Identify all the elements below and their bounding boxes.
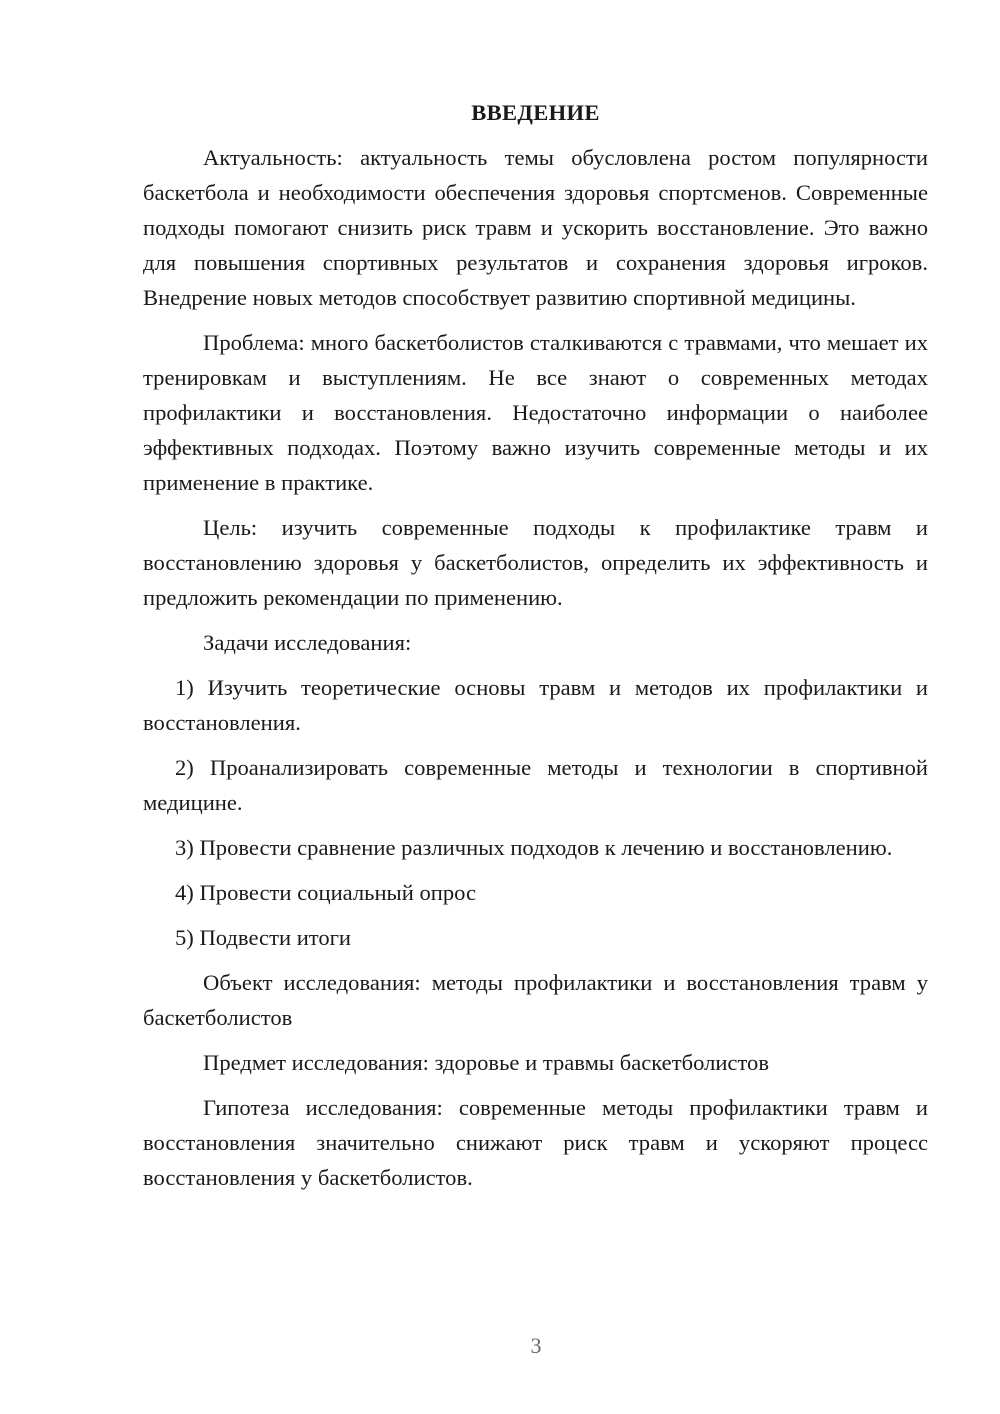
research-subject-paragraph: Предмет исследования: здоровье и травмы баскетболистов — [203, 1050, 770, 1075]
relevance-paragraph: Актуальность: актуальность темы обусловлена ростом популярности баскетбола и необходимости обеспечения здоровья спортсменов. Современные подходы помогают снизить риск травм и ускорить восстановление. Это важно для повышения спортивных результатов и сохранения здоровья игроков. Внедрение новых методов способствует развитию спортивной медицины. — [143, 145, 928, 310]
problem-paragraph: Проблема: много баскетболистов сталкиваются с травмами, что мешает их тренировкам и выступлениям. Не все знают о современных методах профилактики и восстановления. Недостаточно информации о наиболее эффективных подходах. Поэтому важно изучить современные методы и их применение в практике. — [143, 330, 928, 495]
page-content — [143, 95, 928, 1205]
page-number: 3 — [530, 1333, 542, 1358]
section-title: ВВЕДЕНИЕ — [471, 100, 600, 125]
task-item-1: 1) Изучить теоретические основы травм и методов их профилактики и восстановления. — [143, 675, 928, 735]
research-object-paragraph: Объект исследования: методы профилактики и восстановления травм у баскетболистов — [143, 970, 928, 1030]
task-item-5: 5) Подвести итоги — [175, 925, 352, 950]
tasks-heading: Задачи исследования: — [203, 630, 412, 655]
task-item-3: 3) Провести сравнение различных подходов к лечению и восстановлению. — [175, 835, 893, 860]
goal-paragraph: Цель: изучить современные подходы к профилактике травм и восстановлению здоровья у баскетболистов, определить их эффективность и предложить рекомендации по применению. — [143, 515, 928, 610]
hypothesis-paragraph: Гипотеза исследования: современные методы профилактики травм и восстановления значительно снижают риск травм и ускоряют процесс восстановления у баскетболистов. — [143, 1095, 928, 1190]
task-item-4: 4) Провести социальный опрос — [175, 880, 477, 905]
task-item-2: 2) Проанализировать современные методы и технологии в спортивной медицине. — [143, 755, 928, 815]
